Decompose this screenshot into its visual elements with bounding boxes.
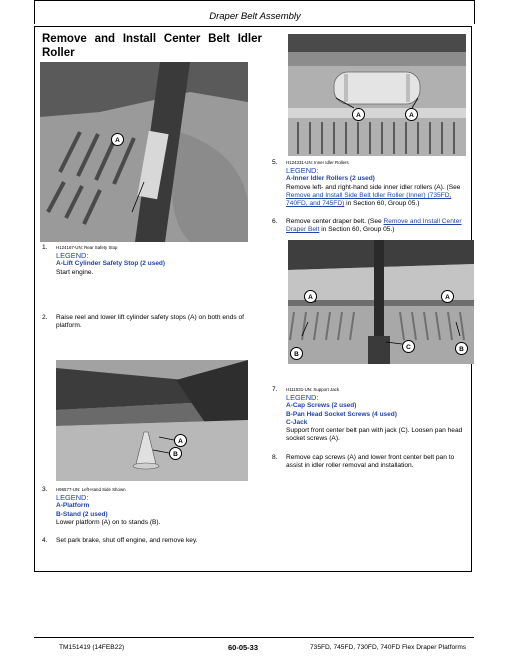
callout-c-photo4: C (402, 340, 415, 353)
step-number: 5. (272, 159, 278, 166)
step-number: 6. (272, 218, 278, 225)
cross-reference-link[interactable]: Remove and Install Side Belt Idler Roller (Inner) (735FD, 740FD, and 745FD) (286, 191, 452, 208)
step-text: Start engine. (56, 268, 94, 276)
cross-reference-link[interactable]: Remove and Install Center Draper Belt (286, 218, 462, 234)
photo-inner-idler-rollers (288, 34, 466, 156)
step-text: Remove cap screws (A) and lower front center belt pan to assist in idler roller removal and installation. (286, 454, 455, 470)
section-title: Draper Belt Assembly (209, 11, 301, 22)
footer-rule (34, 637, 474, 638)
legend-item: A-Cap Screws (2 used) (286, 402, 357, 410)
callout-a-photo2: A (174, 434, 187, 447)
legend-item: A-Platform (56, 502, 90, 510)
step-text: Lower platform (A) on to stands (B). (56, 518, 161, 526)
legend-title: LEGEND: (286, 393, 319, 402)
figure-caption: H124167-UN: Rear Safety Stop (56, 245, 118, 250)
callout-b-photo2: B (169, 447, 182, 460)
legend-item: B-Pan Head Socket Screws (4 used) (286, 410, 397, 418)
photo-lift-cylinder-graphic (40, 62, 248, 242)
footer-page-number: 60-05-33 (228, 643, 259, 652)
figure-caption: H96577-UN: Left-Hand Side Shown (56, 487, 126, 492)
footer-product-name: 735FD, 745FD, 730FD, 740FD Flex Draper Platforms (310, 644, 467, 651)
legend-title: LEGEND: (56, 251, 89, 260)
photo-platform-on-stands (56, 360, 248, 481)
doc-title: Remove and Install Center Belt Idler Roller (42, 33, 262, 59)
callout-a-photo4-left: A (304, 290, 317, 303)
callout-a-photo3-left: A (352, 108, 365, 121)
legend-title: LEGEND: (286, 166, 319, 175)
step-number: 3. (42, 486, 48, 493)
step-text: Remove left- and right-hand side inner idler rollers (A). (See Remove and Install Side Belt Idler Roller (Inner) (735FD, 740FD, and 745FD) in Section 60, Group 05.) (286, 183, 461, 208)
photo-lift-cylinder-safety-stop (40, 62, 248, 242)
legend-item: C-Jack (286, 418, 308, 426)
step-number: 4. (42, 537, 48, 544)
legend-item: A-Inner Idler Rollers (2 used) (286, 175, 375, 183)
footer-document-id: TM151419 (14FEB22) (59, 644, 125, 651)
figure-caption: H124331-UN: Inner Idler Rollers (286, 160, 349, 165)
step-text: Support front center belt pan with jack (C). Loosen pan head socket screws (A). (286, 427, 463, 443)
step-text: Set park brake, shut off engine, and remove key. (56, 537, 198, 544)
legend-item: A-Lift Cylinder Safety Stop (2 used) (56, 260, 166, 268)
step-number: 2. (42, 314, 48, 321)
callout-b-photo4-right: B (455, 342, 468, 355)
callout-b-photo4-left: B (290, 347, 303, 360)
photo-platform-graphic (56, 360, 248, 481)
photo-rollers-graphic (288, 34, 466, 156)
step-number: 1. (42, 244, 48, 251)
figure-caption: H111531-UN: Support Jack (286, 387, 340, 392)
callout-a-photo4-right: A (441, 290, 454, 303)
step-number: 7. (272, 386, 278, 393)
step-text: Raise reel and lower lift cylinder safety stops (A) on both ends of platform. (56, 314, 245, 330)
callout-a-photo3-right: A (405, 108, 418, 121)
page-top-rule (34, 0, 474, 1)
step-number: 8. (272, 454, 278, 461)
callout-a-photo1: A (111, 133, 124, 146)
legend-item: B-Stand (2 used) (56, 510, 108, 518)
legend-title: LEGEND: (56, 493, 89, 502)
step-text: Remove center draper belt. (See Remove and Install Center Draper Belt in Section 60, Group 05.) (286, 218, 462, 234)
